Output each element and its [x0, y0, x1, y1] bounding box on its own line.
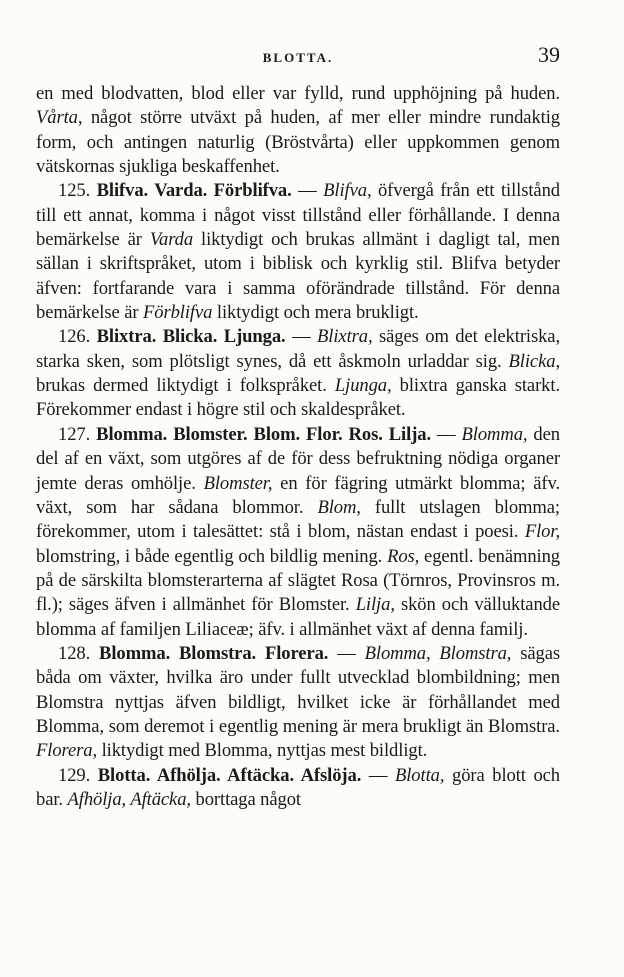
text-run: 128.	[58, 642, 100, 664]
text-run: öfvergå från ett tillstånd till ett annat, komma i något visst tillstånd eller förhållande. I denna bemärkelse är	[36, 180, 560, 251]
text-run: skön och välluktande blomma af familjen Liliaceæ; äfv. i allmänhet växt af denna familj.	[36, 594, 560, 640]
running-head: BLOTTA.	[262, 50, 334, 65]
term: Varda	[149, 229, 194, 251]
text-run: —	[285, 326, 318, 348]
text-run: liktydigt och brukas allmänt i dagligt tal, men sällan i skriftspråket, utom i biblisk och kyrklig stil. Blifva betyder äfven: fortfarande vara i samma oförändrade tillstånd. För denna bemärkelse är	[36, 229, 560, 324]
text-run: blixtra ganska starkt. Förekommer endast i högre stil och skaldespråket.	[36, 375, 560, 421]
headword: Blomma. Blomster. Blom. Flor. Ros. Lilja.	[96, 423, 432, 445]
term: Ros,	[387, 545, 420, 567]
text-run: 127.	[58, 423, 97, 445]
paragraph	[36, 325, 560, 422]
text-run: sägas båda om växter, hvilka äro under fullt utvecklad blombildning; men Blomstra nyttjas äfven bildligt, hvilket icke är förhållandet med Blomma, som deremot i egentlig mening är mera brukligt än Blomstra.	[36, 642, 561, 737]
text-run: något större utväxt på huden, af mer eller mindre rundaktig form, och antingen naturlig (Bröstvårta) eller uppkommen genom vätskornas sjukliga beskaffenhet.	[36, 107, 560, 178]
term: Blomma,	[461, 423, 528, 445]
text-run: liktydigt med Blomma, nyttjas mest bildligt.	[97, 740, 428, 762]
text-run: göra blott och bar.	[36, 764, 560, 810]
term: Afhölja, Aftäcka,	[67, 788, 191, 810]
text-run: 126.	[58, 326, 97, 348]
term: Blifva,	[323, 180, 372, 202]
body-text	[36, 82, 560, 812]
term: Vårta,	[36, 107, 83, 129]
text-run: brukas dermed liktydigt i folkspråket.	[36, 375, 335, 397]
text-run: fullt utslagen blomma; förekommer, utom i talesättet: stå i blom, nästan endast i poesi.	[36, 496, 560, 543]
term: Blom,	[317, 496, 361, 518]
headword: Blomma. Blomstra. Florera.	[99, 642, 329, 664]
text-run: en för fägring utmärkt blomma; äfv. växt, som har sådana blommor.	[36, 472, 560, 518]
paragraph	[36, 179, 560, 325]
term: Förblifva	[143, 302, 213, 324]
page-number: 39	[538, 42, 560, 67]
paragraph	[36, 82, 560, 179]
text-run: —	[431, 423, 462, 445]
text-run: liktydigt och mera brukligt.	[212, 302, 419, 324]
paragraph	[36, 764, 560, 813]
term: Blomma, Blomstra,	[364, 642, 512, 664]
text-run: borttaga något	[190, 788, 301, 810]
text-run: en med blodvatten, blod eller var fylld, rund upphöjning på huden.	[36, 83, 560, 104]
term: Florera,	[36, 740, 98, 762]
term: Flor,	[524, 521, 560, 543]
term: Blicka,	[508, 350, 560, 372]
text-run: egentl. benämning på de särskilta blomsterarterna af slägtet Rosa (Törnros, Provinsros m. fl.); säges äfven i allmänhet för Blomster.	[36, 545, 560, 616]
headword: Blixtra. Blicka. Ljunga.	[96, 326, 286, 348]
text-run: 125.	[58, 180, 97, 202]
term: Lilja,	[355, 594, 395, 616]
text-run: 129.	[58, 764, 98, 786]
text-run: säges om det elektriska, starka sken, som plötsligt synes, då ett åskmoln urladdar sig.	[36, 326, 561, 372]
term: Blomster,	[203, 472, 273, 494]
text-run: den del af en växt, som utgöres af de för dess befruktning nödiga organer jemte deras omhölje.	[36, 423, 560, 494]
text-run: blomstring, i både egentlig och bildlig mening.	[36, 545, 388, 567]
text-run: —	[328, 642, 365, 664]
paragraph	[36, 642, 560, 764]
headword: Blifva. Varda. Förblifva.	[96, 180, 292, 202]
text-run: —	[291, 180, 324, 202]
term: Ljunga,	[334, 375, 392, 397]
paragraph	[36, 423, 560, 642]
headword: Blotta. Afhölja. Aftäcka. Afslöja.	[97, 764, 362, 786]
term: Blixtra,	[317, 326, 373, 348]
text-run: —	[361, 764, 395, 786]
page-header	[36, 38, 560, 78]
term: Blotta,	[394, 764, 445, 786]
